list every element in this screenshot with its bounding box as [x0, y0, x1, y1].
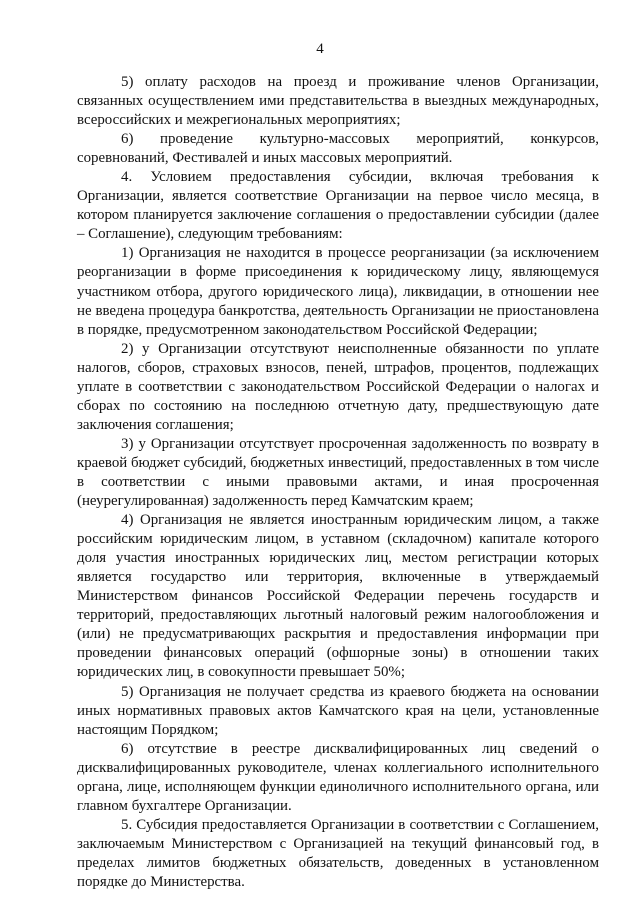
document-body — [77, 73, 599, 892]
paragraph-requirement-5-budget-funds: 5) Организация не получает средства из краевого бюджета на основании иных нормативных правовых актов Камчатского края на цели, установленные настоящим Порядком; — [77, 683, 599, 738]
paragraph-requirement-6-disqualified-persons: 6) отсутствие в реестре дисквалифицированных лиц сведений о дисквалифицированных руководителе, членах коллегиального исполнительного органа, лице, исполняющем функции единоличного исполнительного органа, или главном бухгалтере Организации. — [77, 740, 599, 814]
paragraph-requirement-3-overdue-debt: 3) у Организации отсутствует просроченная задолженность по возврату в краевой бюджет субсидий, бюджетных инвестиций, предоставленных в том числе в соответствии с иными правовыми актами, и иная просроченная (неурегулированная) задолженность перед Камчатским краем; — [77, 435, 599, 510]
paragraph-requirement-2-tax-obligations: 2) у Организации отсутствуют неисполненные обязанности по уплате налогов, сборов, страховых взносов, пеней, штрафов, процентов, подлежащих уплате в соответствии с законодательством Российской Федерации о налогах и сборах по состоянию на последнюю отчетную дату, предшествующую дате заключения соглашения; — [77, 340, 599, 433]
page-number: 4 — [316, 41, 324, 57]
paragraph-item-5-travel-expenses: 5) оплату расходов на проезд и проживание членов Организации, связанных осуществлением ими представительства в выездных международных, всероссийских и межрегиональных мероприятиях; — [77, 74, 599, 129]
paragraph-section-4-conditions: 4. Условием предоставления субсидии, включая требования к Организации, является соответствие Организации на первое число месяца, в котором планируется заключение соглашения о предоставлении субсидии (далее – Соглашение), следующим требованиям: — [77, 169, 599, 243]
paragraph-section-5-subsidy-agreement: 5. Субсидия предоставляется Организации в соответствии с Соглашением, заключаемым Министерством с Организацией на текущий финансовый год, в пределах лимитов бюджетных обязательств, доведенных в установленном порядке до Министерства. — [77, 816, 599, 890]
paragraph-requirement-1-reorganization: 1) Организация не находится в процессе реорганизации (за исключением реорганизации в форме присоединения к юридическому лицу, являющемуся участником отбора, другого юридического лица), ликвидации, в отношении нее не введена процедура банкротства, деятельность Организации не приостановлена в порядке, предусмотренном законодательством Российской Федерации; — [77, 245, 599, 338]
paragraph-requirement-4-foreign-entity: 4) Организация не является иностранным юридическим лицом, а также российским юридическим лицом, в уставном (складочном) капитале которого доля участия иностранных юридических лиц, местом регистрации которых является государство или территория, включенные в утверждаемый Министерством финансов Российской Федерации перечень государств и территорий, предоставляющих льготный налоговый режим налогообложения и (или) не предусматривающих раскрытия и предоставления информации при проведении финансовых операций (офшорные зоны) в отношении таких юридических лиц, в совокупности превышает 50%; — [77, 512, 599, 681]
paragraph-item-6-cultural-events: 6) проведение культурно-массовых мероприятий, конкурсов, соревнований, Фестивалей и иных массовых мероприятий. — [77, 131, 599, 167]
